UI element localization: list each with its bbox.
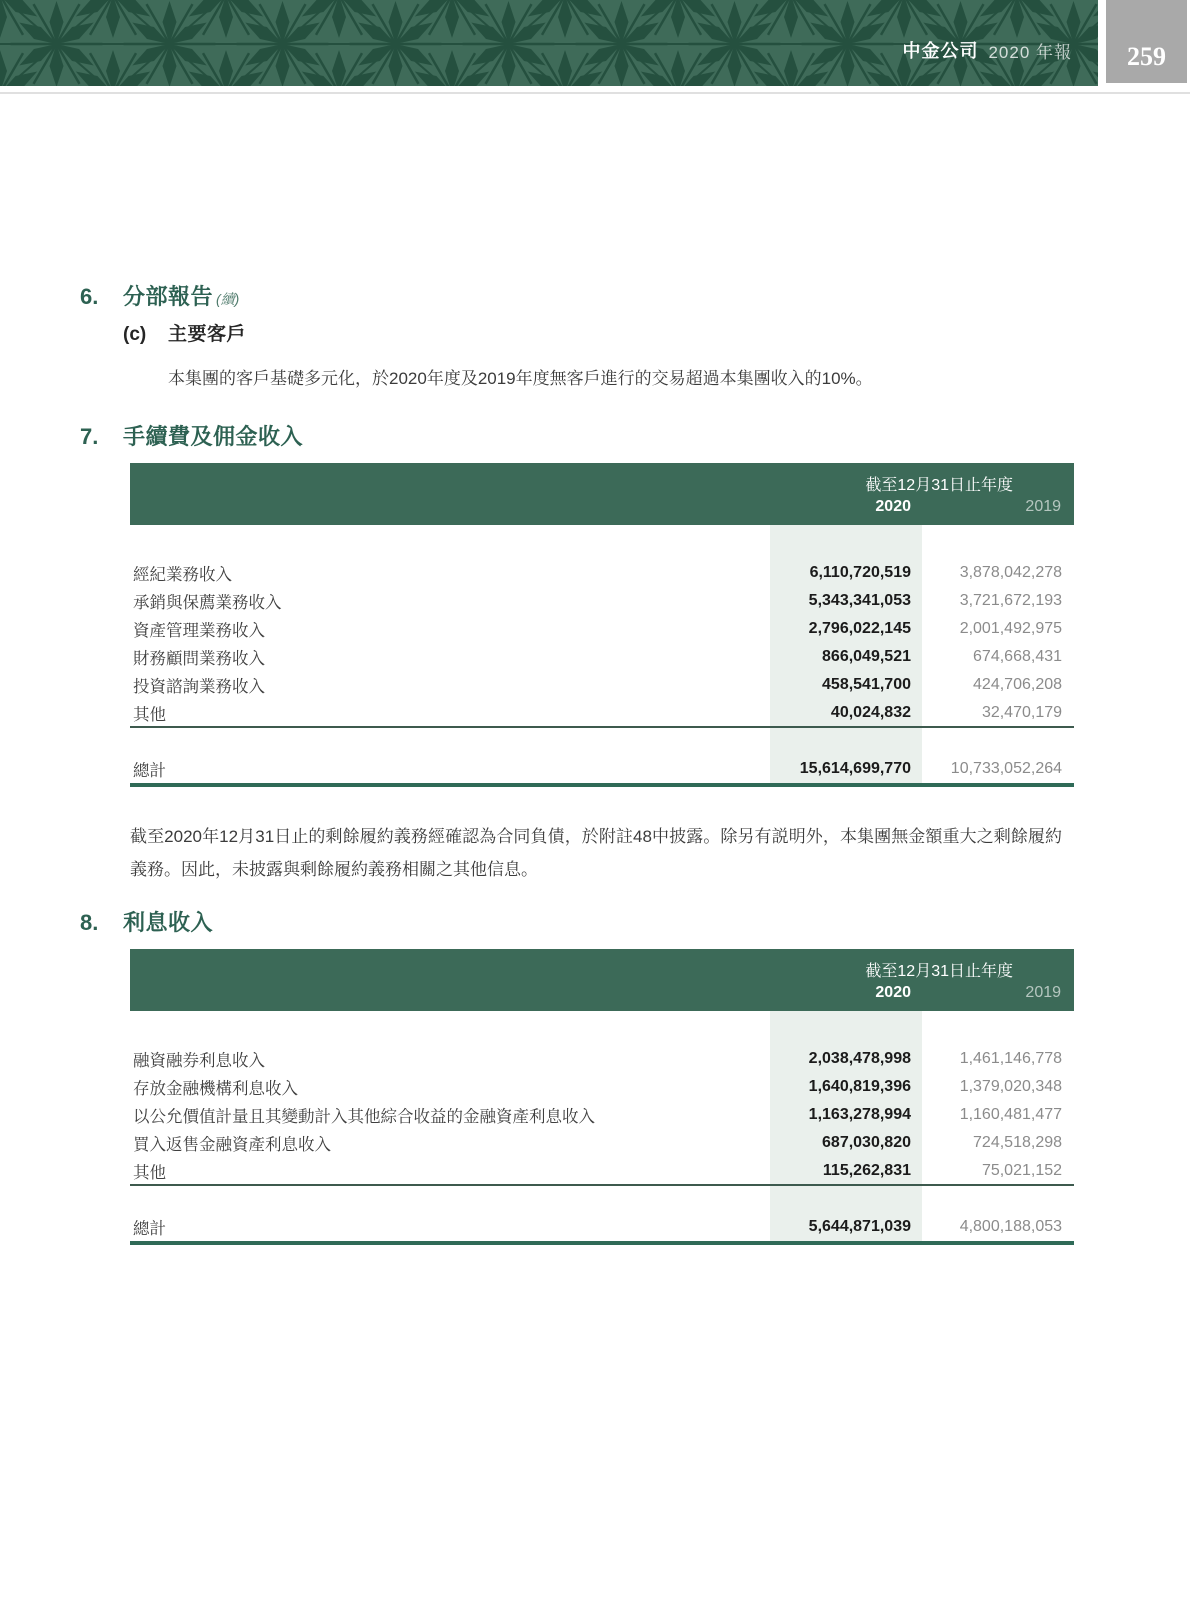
row-label: 買入返售金融資產利息收入: [133, 1136, 331, 1154]
report-edition: 2020 年報: [988, 42, 1072, 62]
value-2019: 1,461,146,778: [959, 1050, 1063, 1067]
row-label: 其他: [130, 1157, 770, 1185]
value-2019: 724,518,298: [973, 1134, 1063, 1151]
table-year-header-row: [130, 983, 1074, 1011]
value-2020: 2,038,478,998: [770, 1045, 922, 1073]
section-8-number: 8.: [80, 910, 99, 935]
fee-commission-table: [130, 463, 1074, 787]
row-label: 其他: [130, 699, 770, 727]
section-8-heading: [80, 906, 213, 937]
total-label: 總計: [130, 755, 770, 785]
row-label: 投資諮詢業務收入: [133, 678, 265, 696]
row-label: 承銷與保薦業務收入: [133, 594, 282, 612]
page-number-badge: [1106, 0, 1187, 83]
row-label: 融資融券利息收入: [133, 1052, 265, 1070]
table-row: [130, 1129, 1074, 1157]
section-6-title: 分部報告: [123, 284, 214, 309]
spacer-row: [130, 1011, 1074, 1045]
table-row: [130, 1101, 1074, 1129]
row-label: 財務顧問業務收入: [133, 650, 265, 668]
value-2019: 424,706,208: [973, 676, 1063, 693]
year-2020-header: 2020: [770, 983, 922, 1011]
period-header: 截至12月31日止年度: [130, 949, 1074, 983]
table-row: [130, 587, 1074, 615]
table-row: [130, 1045, 1074, 1073]
value-2020: 866,049,521: [770, 643, 922, 671]
total-2020: 5,644,871,039: [770, 1213, 922, 1243]
value-2019: 674,668,431: [973, 648, 1063, 665]
value-2019: 3,721,672,193: [959, 592, 1063, 609]
row-label: 存放金融機構利息收入: [133, 1080, 298, 1098]
spacer-row: [130, 525, 1074, 559]
value-2020: 1,640,819,396: [770, 1073, 922, 1101]
value-2019: 1,379,020,348: [959, 1078, 1063, 1095]
total-2019: 10,733,052,264: [922, 755, 1074, 785]
page-number: 259: [1127, 42, 1166, 71]
year-2019-header: 2019: [922, 497, 1074, 525]
section-6c-paragraph: 本集團的客戶基礎多元化，於2020年度及2019年度無客戶進行的交易超過本集團收入的10%。: [168, 369, 873, 388]
total-row: [130, 1213, 1074, 1243]
row-label: 以公允價值計量且其變動計入其他綜合收益的金融資產利息收入: [133, 1108, 595, 1126]
total-2020: 15,614,699,770: [770, 755, 922, 785]
company-name: 中金公司: [902, 41, 979, 61]
spacer-row: [130, 1185, 1074, 1213]
section-6-continued-note: (續): [216, 291, 240, 307]
value-2019: 32,470,179: [922, 699, 1074, 727]
table-row: [130, 699, 1074, 727]
total-2019: 4,800,188,053: [922, 1213, 1074, 1243]
section-6c-label: (c): [123, 324, 147, 345]
header-divider: [0, 92, 1190, 94]
row-label: 經紀業務收入: [133, 566, 232, 584]
value-2019: 2,001,492,975: [959, 620, 1063, 637]
value-2020: 5,343,341,053: [770, 587, 922, 615]
section-6-heading: [80, 280, 239, 311]
total-row: [130, 755, 1074, 785]
section-6-number: 6.: [80, 284, 99, 309]
value-2020: 40,024,832: [770, 699, 922, 727]
period-header: 截至12月31日止年度: [130, 463, 1074, 497]
section-6c-heading: [123, 319, 246, 346]
header-title: [902, 0, 1072, 86]
value-2020: 115,262,831: [770, 1157, 922, 1185]
year-2020-header: 2020: [770, 497, 922, 525]
table-row: [130, 615, 1074, 643]
table-row: [130, 1073, 1074, 1101]
interest-income-table: [130, 949, 1074, 1245]
table-row: [130, 671, 1074, 699]
header-pattern-band: [0, 0, 1098, 86]
value-2020: 1,163,278,994: [770, 1101, 922, 1129]
table-row: [130, 559, 1074, 587]
table-row: [130, 1157, 1074, 1185]
table-year-header-row: [130, 497, 1074, 525]
value-2019: 1,160,481,477: [959, 1106, 1063, 1123]
year-2019-header: 2019: [922, 983, 1074, 1011]
table-period-header-row: [130, 949, 1074, 983]
row-label: 資產管理業務收入: [133, 622, 265, 640]
value-2020: 687,030,820: [770, 1129, 922, 1157]
section-7-number: 7.: [80, 424, 99, 449]
value-2020: 458,541,700: [770, 671, 922, 699]
remaining-obligations-note: 截至2020年12月31日止的剩餘履約義務經確認為合同負債，於附註48中披露。除另有説明外，本集團無金額重大之剩餘履約義務。因此，未披露與剩餘履約義務相關之其他信息。: [130, 827, 1062, 879]
table-row: [130, 643, 1074, 671]
section-7-title: 手續費及佣金收入: [123, 424, 304, 449]
table-period-header-row: [130, 463, 1074, 497]
value-2019: 3,878,042,278: [959, 564, 1063, 581]
value-2020: 2,796,022,145: [770, 615, 922, 643]
value-2019: 75,021,152: [922, 1157, 1074, 1185]
total-label: 總計: [130, 1213, 770, 1243]
section-6c-title: 主要客戶: [168, 324, 247, 345]
section-7-heading: [80, 420, 303, 451]
section-8-title: 利息收入: [123, 910, 214, 935]
spacer-row: [130, 727, 1074, 755]
value-2020: 6,110,720,519: [770, 559, 922, 587]
